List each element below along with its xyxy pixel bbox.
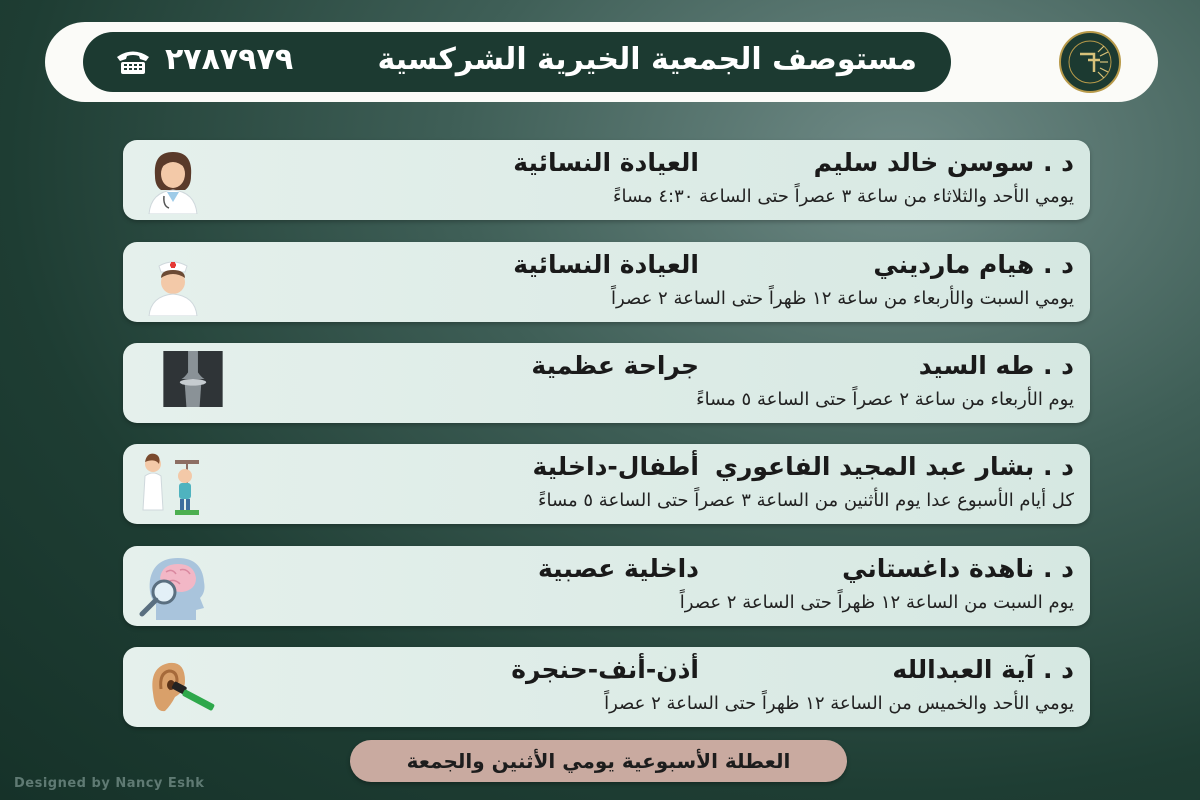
doctor-card[interactable] (123, 647, 1090, 727)
clinic-name: مستوصف الجمعية الخيرية الشركسية (377, 42, 917, 77)
doctor-name: د . آية العبدالله (892, 655, 1074, 684)
doctor-specialty: العيادة النسائية (513, 250, 699, 279)
doctor-card[interactable] (123, 343, 1090, 423)
doctor-schedule: يومي الأحد والثلاثاء من ساعة ٣ عصراً حتى الساعة ٤:٣٠ مساءً (613, 186, 1074, 207)
brain-magnifier-icon (133, 552, 215, 620)
telephone-icon (113, 48, 153, 76)
doctor-name: د . هيام مارديني (873, 250, 1074, 279)
doctor-name: د . طه السيد (918, 351, 1074, 380)
doctor-schedule: يوم الأربعاء من ساعة ٢ عصراً حتى الساعة ٥ مساءً (696, 389, 1074, 410)
doctor-specialty: العيادة النسائية (513, 148, 699, 177)
header-bar (45, 22, 1158, 102)
pediatrics-icon (137, 450, 209, 518)
doctor-schedule: يومي الأحد والخميس من الساعة ١٢ ظهراً حتى الساعة ٢ عصراً (604, 693, 1074, 714)
doctor-schedule: يومي السبت والأربعاء من ساعة ١٢ ظهراً حتى الساعة ٢ عصراً (611, 288, 1074, 309)
association-logo (1058, 30, 1122, 94)
doctor-schedule: كل أيام الأسبوع عدا يوم الأثنين من الساعة ٣ عصراً حتى الساعة ٥ مساءً (538, 490, 1074, 511)
doctor-card[interactable] (123, 444, 1090, 524)
header-title-pill (83, 32, 951, 92)
doctor-name: د . سوسن خالد سليم (813, 148, 1074, 177)
doctor-card[interactable] (123, 140, 1090, 220)
doctor-specialty: داخلية عصبية (538, 554, 699, 583)
doctor-schedule: يوم السبت من الساعة ١٢ ظهراً حتى الساعة ٢ عصراً (679, 592, 1074, 613)
ear-otoscope-icon (133, 653, 229, 721)
doctor-specialty: جراحة عظمية (531, 351, 699, 380)
doctor-name: د . ناهدة داغستاني (842, 554, 1074, 583)
designer-credit: Designed by Nancy Eshk (14, 776, 205, 791)
xray-knee-icon (143, 351, 243, 407)
doctor-name: د . بشار عبد المجيد الفاعوري (715, 452, 1074, 481)
nurse-icon (137, 248, 209, 316)
doctor-specialty: أذن-أنف-حنجرة (511, 655, 699, 684)
doctor-card[interactable] (123, 546, 1090, 626)
doctor-specialty: أطفال-داخلية (532, 452, 699, 481)
doctor-card[interactable] (123, 242, 1090, 322)
weekly-holiday-notice (350, 740, 847, 782)
female-doctor-icon (137, 146, 209, 214)
weekly-holiday-text: العطلة الأسبوعية يومي الأثنين والجمعة (406, 749, 791, 773)
phone-number: ٢٧٨٧٩٧٩ (165, 42, 294, 77)
